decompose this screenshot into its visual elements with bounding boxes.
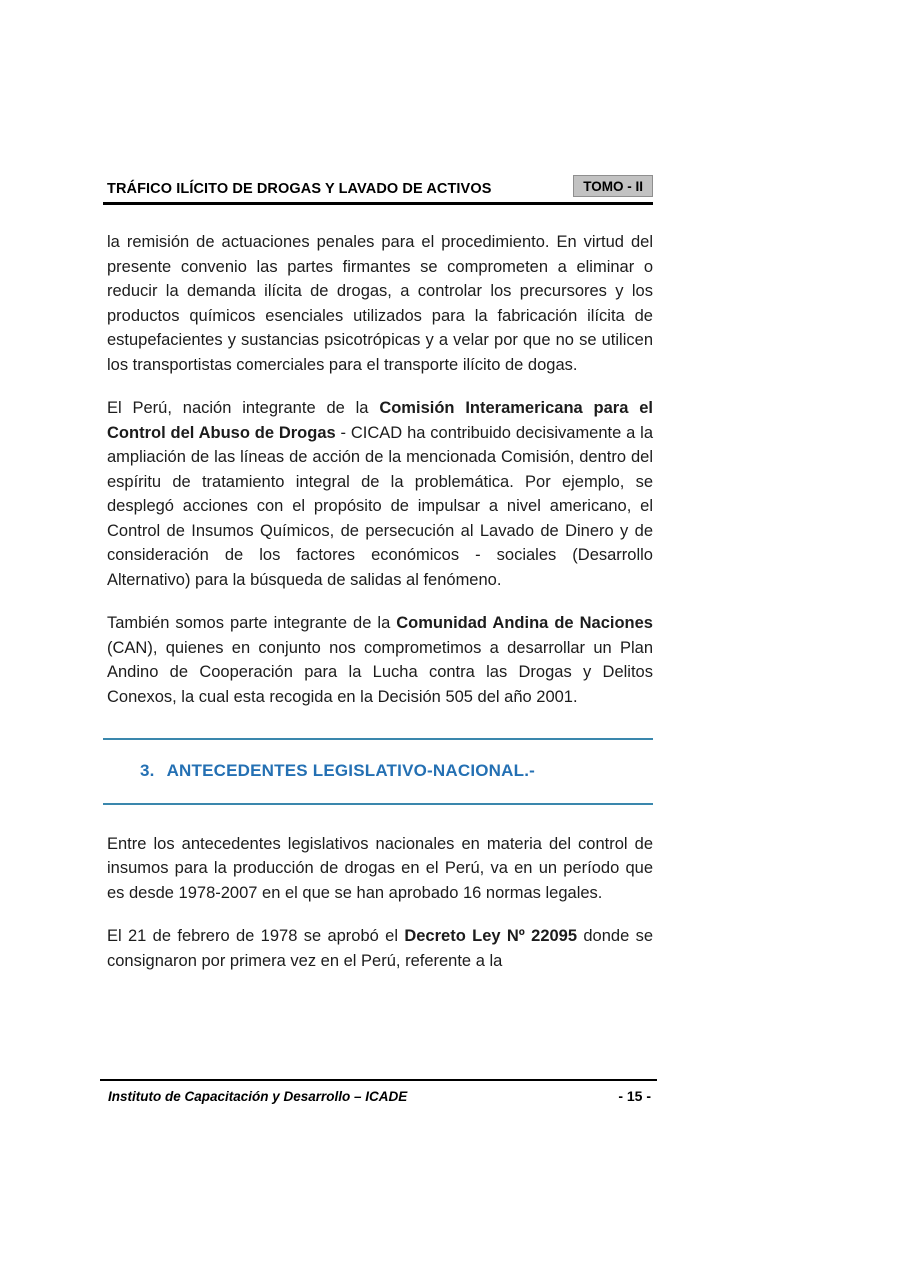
paragraph-3-text-post: (CAN), quienes en conjunto nos comprometimos a desarrollar un Plan Andino de Cooperación para la Lucha contra las Drogas y Delitos Conexos, la cual esta recogida en la Decisión 505 del año 2001. xyxy=(107,638,653,706)
paragraph-3-text-pre: También somos parte integrante de la xyxy=(107,614,397,632)
paragraph-2-text-pre: El Perú, nación integrante de la xyxy=(107,399,380,417)
paragraph-4-text: Entre los antecedentes legislativos nacionales en materia del control de insumos para la producción de drogas en el Perú, va en un período que es desde 1978-2007 en el que se han aprobado 16 normas legales. xyxy=(107,834,653,902)
section-heading-block xyxy=(103,738,653,805)
section-number: 3. xyxy=(140,761,155,780)
section-heading xyxy=(140,759,653,784)
section-title: ANTECEDENTES LEGISLATIVO-NACIONAL.- xyxy=(166,761,535,780)
header-title: TRÁFICO ILÍCITO DE DROGAS Y LAVADO DE ACTIVOS xyxy=(107,181,492,197)
paragraph-5-text-pre: El 21 de febrero de 1978 se aprobó el xyxy=(107,927,405,945)
paragraph-2-bold: Comisión Interamericana para el Control del Abuso de Drogas xyxy=(107,399,653,442)
paragraph-2-text-post: - CICAD ha contribuido decisivamente a la ampliación de las líneas de acción de la mencionada Comisión, dentro del espíritu de tratamiento integral de la problemática. Por ejemplo, se desplegó acciones con el propósito de impulsar a nivel americano, el Control de Insumos Químicos, de persecución al Lavado de Dinero y de consideración de los factores económicos - sociales (Desarrollo Alternativo) para la búsqueda de salidas al fenómeno. xyxy=(107,423,654,589)
paragraph-5 xyxy=(103,924,653,973)
content-column xyxy=(103,175,653,992)
paragraph-1-text: la remisión de actuaciones penales para el procedimiento. En virtud del presente convenio las partes firmantes se comprometen a eliminar o reducir la demanda ilícita de drogas, a controlar los precursores y los productos químicos esenciales utilizados para la fabricación ilícita de estupefacientes y sustancias psicotrópicas y a velar por que no se utilicen los transportistas comerciales para el transporte ilícito de dogas. xyxy=(107,233,653,374)
page-number: - 15 - xyxy=(618,1088,651,1104)
page-footer xyxy=(100,1079,657,1104)
paragraph-2 xyxy=(103,396,653,592)
paragraph-4 xyxy=(103,832,653,906)
paragraph-5-bold: Decreto Ley Nº 22095 xyxy=(404,927,578,945)
footer-institution: Instituto de Capacitación y Desarrollo – ICADE xyxy=(108,1089,408,1104)
volume-badge: TOMO - II xyxy=(573,175,653,197)
paragraph-1 xyxy=(103,230,653,377)
document-body xyxy=(103,230,653,973)
paragraph-3 xyxy=(103,611,653,709)
paragraph-3-bold: Comunidad Andina de Naciones xyxy=(396,614,653,632)
paragraph-5-text-post: donde se consignaron por primera vez en el Perú, referente a la xyxy=(107,927,653,970)
page-header xyxy=(103,175,653,205)
